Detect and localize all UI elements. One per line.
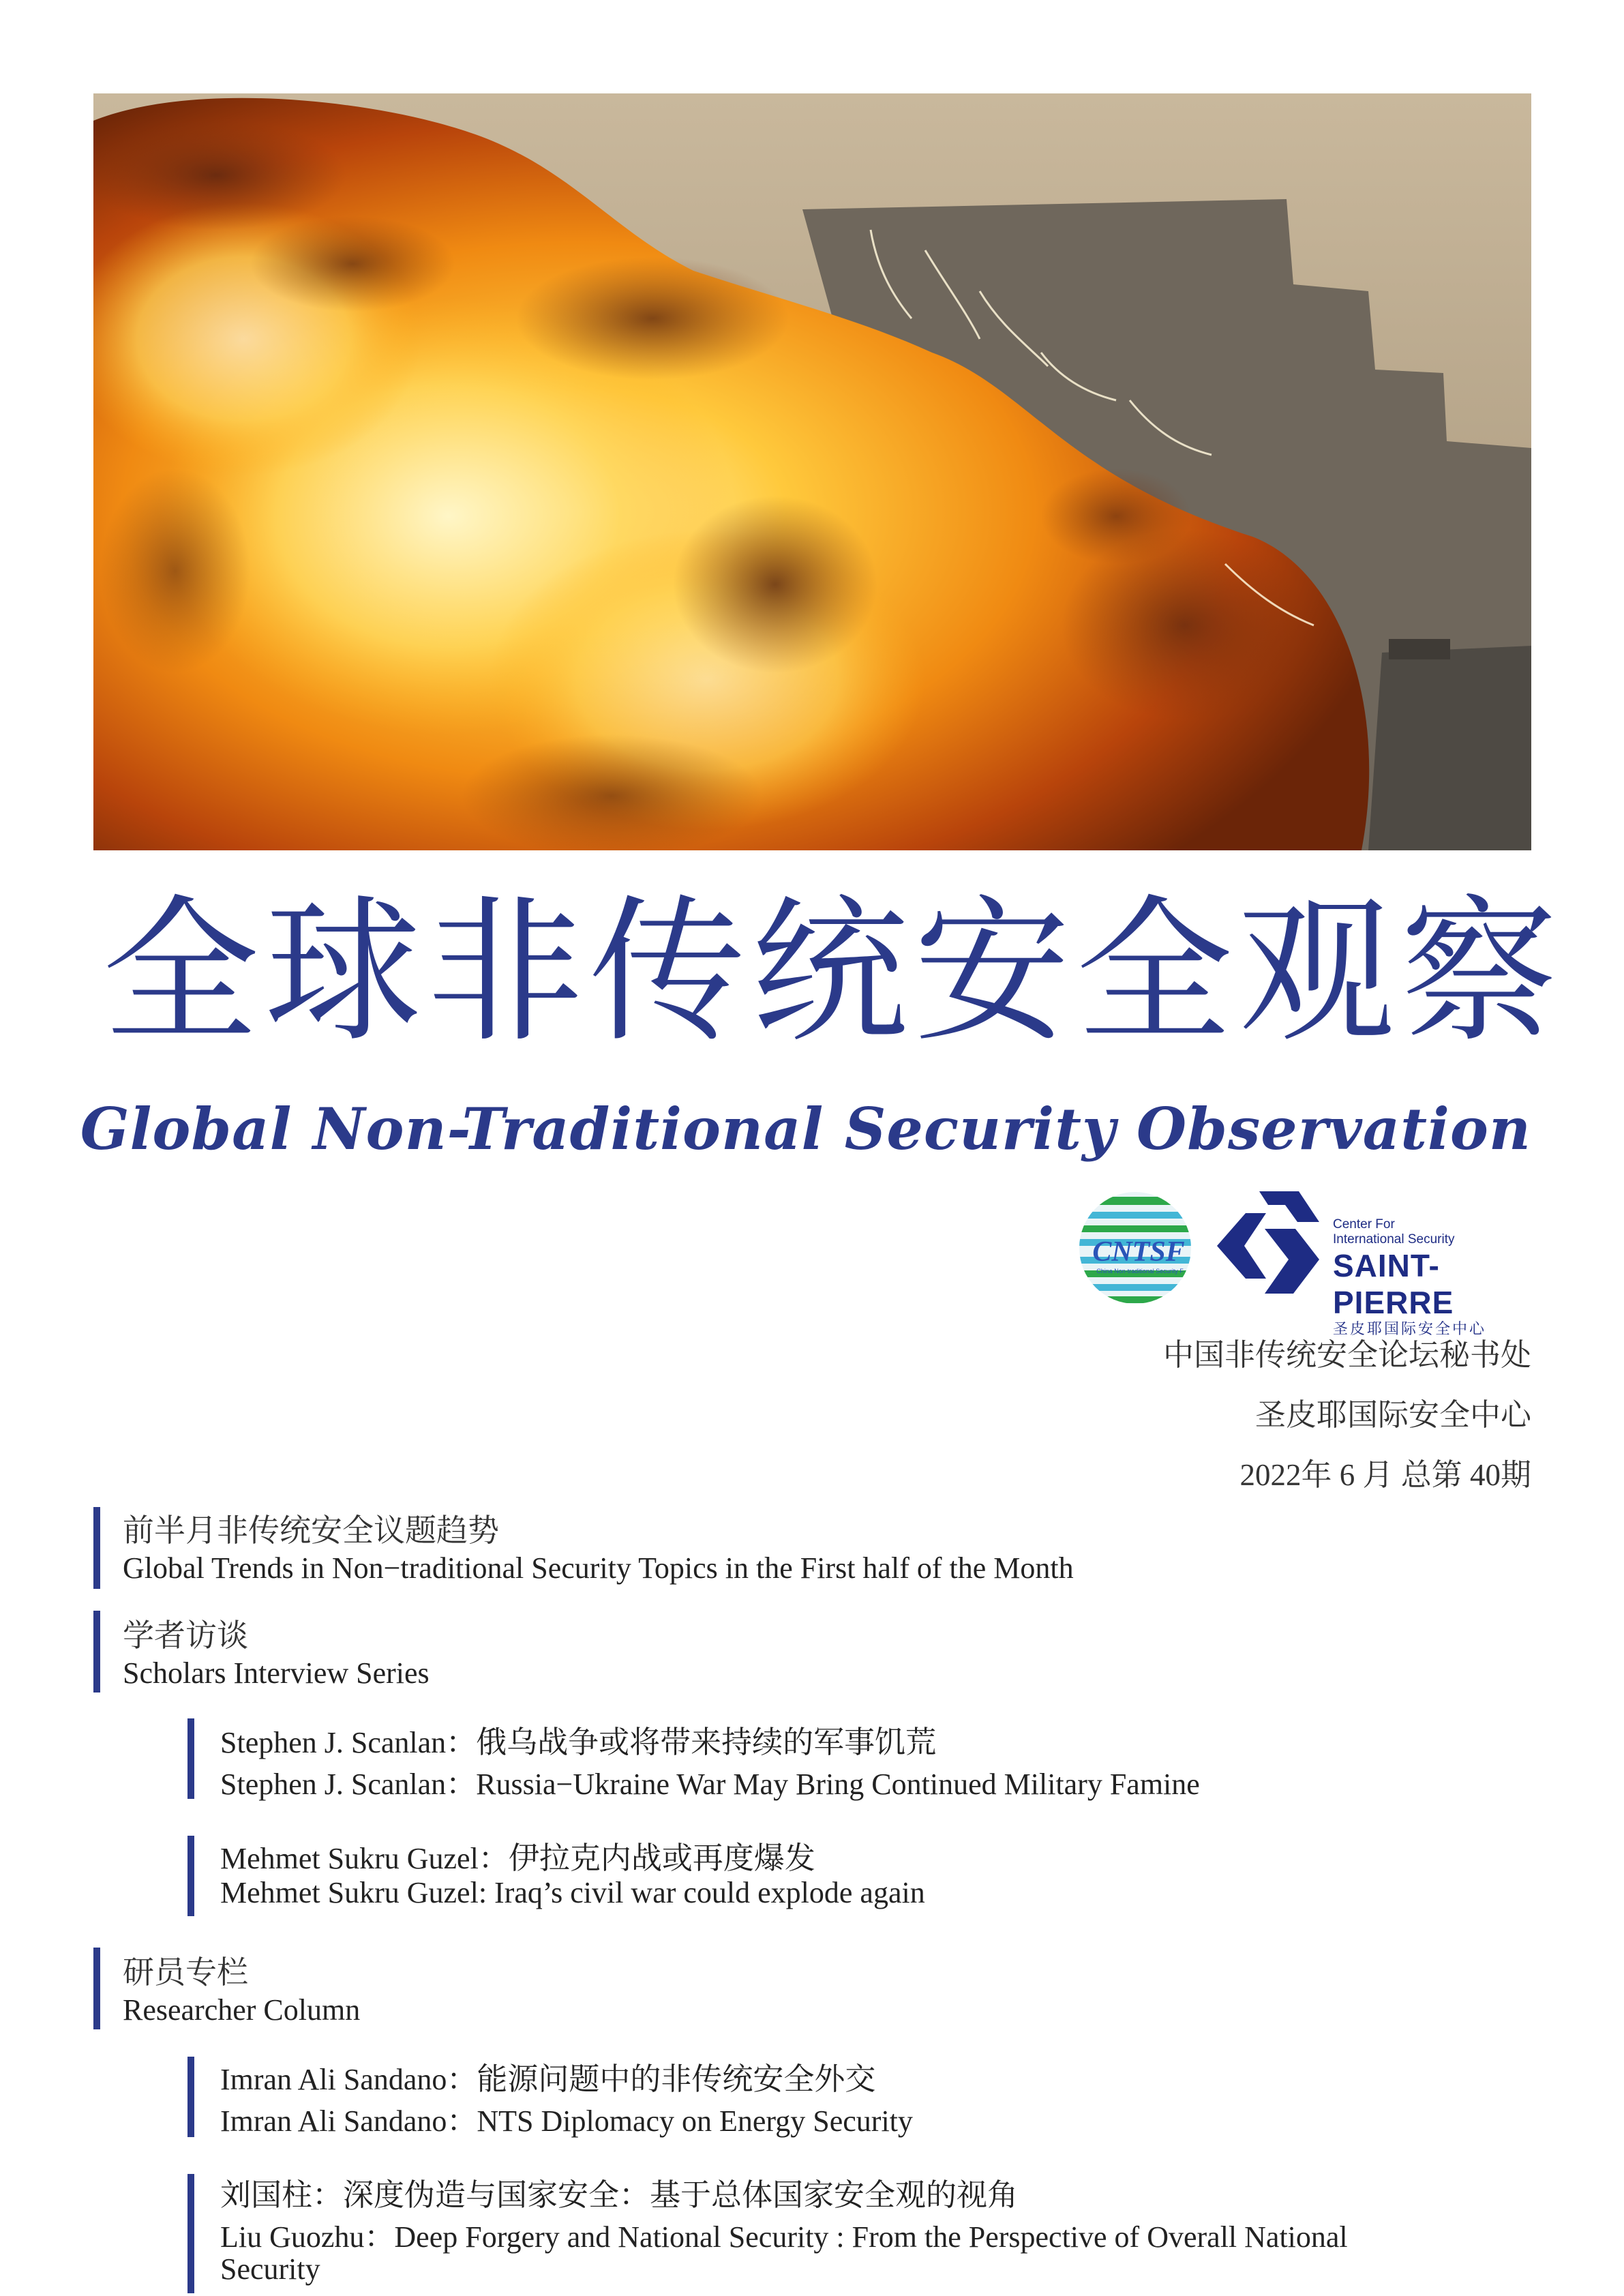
article-liu-en: Liu Guozhu：Deep Forgery and National Security : From the Perspective of Overall National	[220, 2220, 1348, 2254]
article-liu-cn	[220, 2170, 1018, 2214]
cover-photo-explosion	[93, 93, 1531, 850]
sp-chinese-name: 圣皮耶国际安全中心	[1333, 1321, 1487, 1338]
cntsf-text: CNTSF	[1092, 1236, 1185, 1268]
cntsf-logo	[1077, 1190, 1197, 1306]
article-sandano-en: Imran Ali Sandano：NTS Diplomacy on Energy Security	[220, 2104, 913, 2138]
article-author: Stephen J. Scanlan：	[220, 1726, 477, 1759]
sp-name: SAINT-PIERRE	[1333, 1248, 1454, 1320]
sp-international-security: International Security	[1333, 1232, 1455, 1247]
logos-row	[1077, 1183, 1534, 1338]
article-title-cn: 伊拉克内战或再度爆发	[508, 1840, 815, 1876]
article-title-cn: 刘国柱：深度伪造与国家安全：基于总体国家安全观的视角	[220, 2177, 1019, 2213]
publisher-secretariat: 中国非传统安全论坛秘书处	[1162, 1337, 1531, 1373]
title-chinese: 全球非传统安全观察	[102, 882, 1563, 1064]
publisher-center: 圣皮耶国际安全中心	[1254, 1397, 1531, 1433]
article-guzel-en: Mehmet Sukru Guzel: Iraq’s civil war could explode again	[220, 1876, 925, 1909]
title-english: Global Non-Traditional Security Observation	[80, 1095, 1531, 1163]
article-bar	[187, 1718, 194, 1799]
article-author: Mehmet Sukru Guzel：	[220, 1842, 509, 1875]
article-scanlan-en: Stephen J. Scanlan：Russia−Ukraine War May Bring Continued Military Famine	[220, 1768, 1200, 1801]
section-researcher-cn: 研员专栏	[123, 1954, 248, 1991]
article-author: Imran Ali Sandano：	[220, 2063, 477, 2096]
section-bar	[93, 1611, 100, 1693]
section-interview-cn: 学者访谈	[123, 1617, 248, 1654]
sp-center-for: Center For	[1333, 1217, 1395, 1232]
issue-date: 2022年 6 月 总第 40期	[1239, 1458, 1531, 1492]
section-trends-en: Global Trends in Non−traditional Security Topics in the First half of the Month	[123, 1551, 1074, 1585]
cntsf-subtext: China Non-traditional Security F	[1096, 1268, 1184, 1274]
article-title-cn: 俄乌战争或将带来持续的军事饥荒	[476, 1724, 937, 1760]
article-bar	[187, 2057, 194, 2137]
section-trends-cn: 前半月非传统安全议题趋势	[123, 1512, 499, 1549]
article-guzel-cn	[220, 1833, 815, 1877]
section-researcher-en: Researcher Column	[123, 1993, 361, 2027]
saint-pierre-logo-text	[1333, 1217, 1534, 1339]
article-liu-en-cont: Security	[220, 2252, 320, 2286]
explosion-image	[93, 93, 1531, 850]
section-interview-en: Scholars Interview Series	[123, 1656, 430, 1690]
article-bar	[187, 2174, 194, 2293]
section-bar	[93, 1507, 100, 1589]
article-sandano-cn	[220, 2054, 875, 2098]
article-bar	[187, 1836, 194, 1916]
section-bar	[93, 1948, 100, 2029]
article-title-cn: 能源问题中的非传统安全外交	[477, 2061, 876, 2097]
saint-pierre-logo-mark	[1217, 1191, 1319, 1304]
article-scanlan-cn	[220, 1717, 936, 1761]
